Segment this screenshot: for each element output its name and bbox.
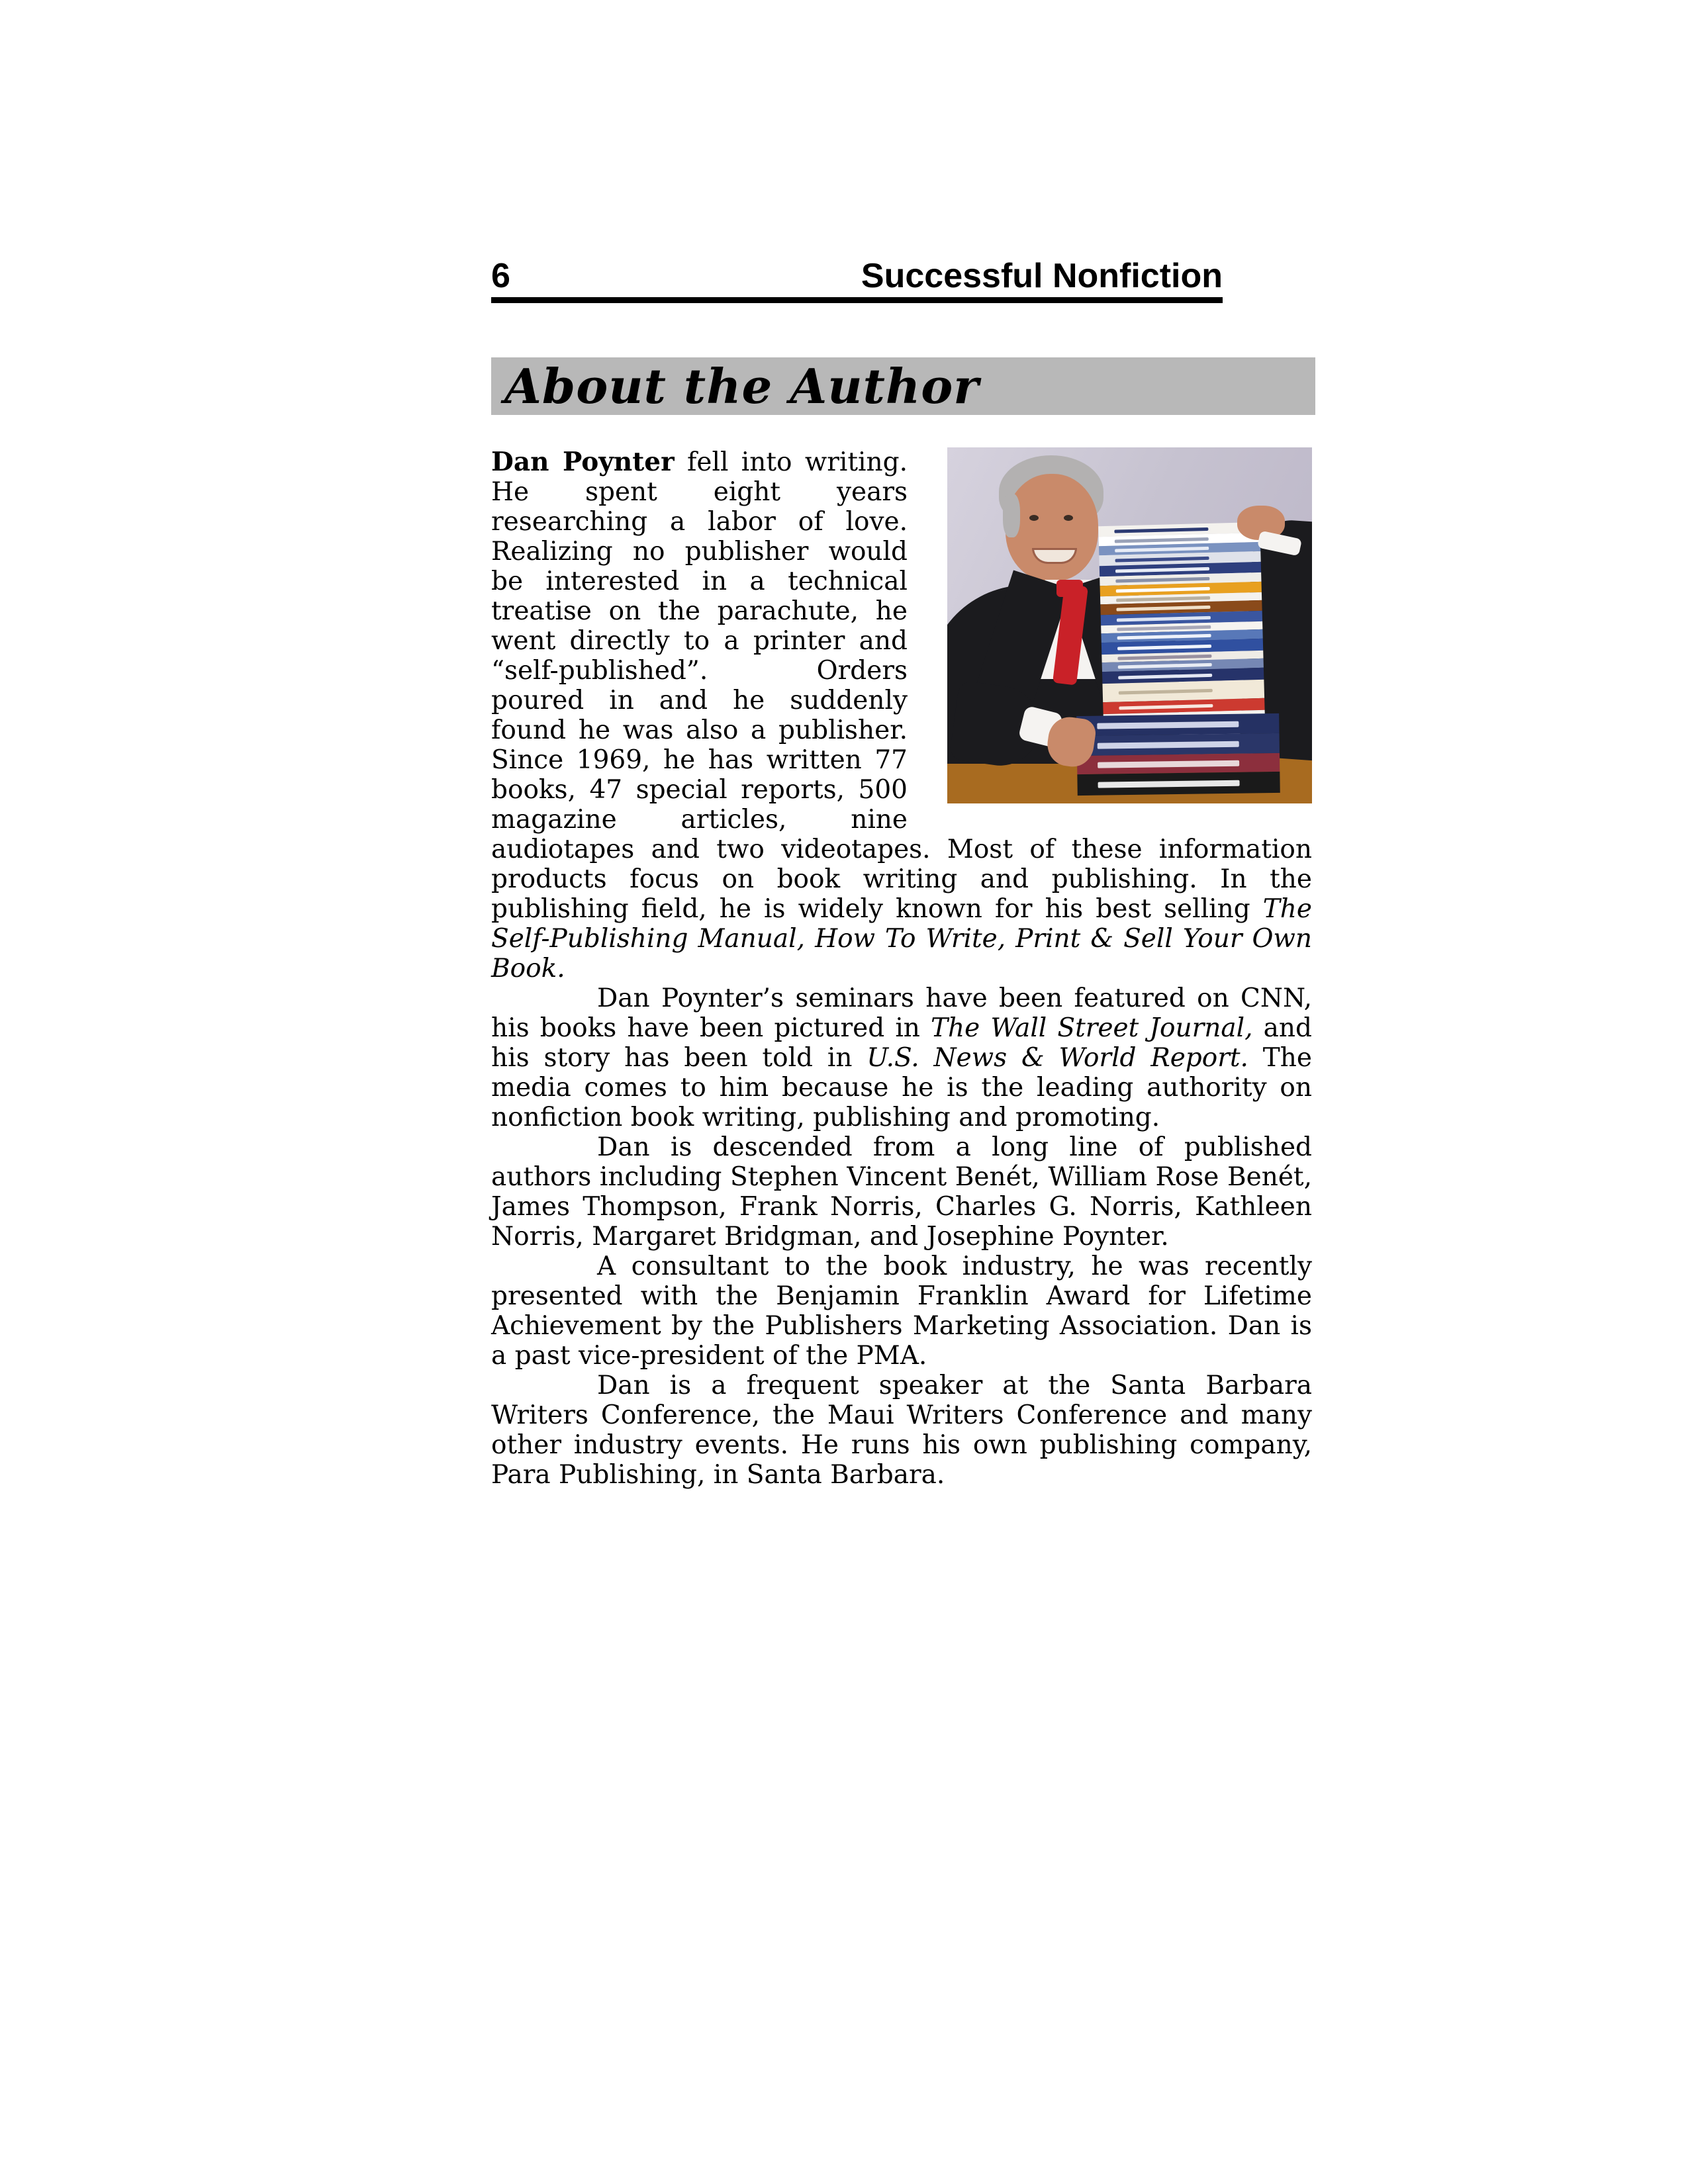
book-title-italic: U.S. News & World Report.: [867, 1043, 1248, 1073]
book-spine-lettering: [1117, 644, 1211, 650]
book-spine: [1076, 713, 1279, 736]
paragraph: [491, 1371, 1312, 1490]
book-spine-lettering: [1116, 576, 1210, 582]
text-run: Dan is descended from a long line of published authors including Stephen Vincent Benét, William Rose Benét, James Thompson, Frank Norris, Charles G. Norris, Kathleen Norris, Margaret Bridgman, and Josephine Poynter.: [491, 1132, 1312, 1251]
photo-left-eye: [1029, 515, 1039, 521]
book-spine-lettering: [1119, 704, 1213, 709]
book-spine-lettering: [1115, 567, 1209, 572]
book-spine-lettering: [1098, 780, 1239, 788]
text-run: and his story has been told in: [491, 1013, 1312, 1073]
upper-book-stack: [1098, 522, 1265, 719]
book-spine-lettering: [1118, 654, 1212, 660]
book-spine-lettering: [1115, 527, 1209, 533]
author-name-bold: Dan Poynter: [491, 447, 675, 477]
book-spine-lettering: [1116, 596, 1210, 602]
text-run: fell into writing. He spent eight years researching a labor of love. Realizing no publisher would be interested in a technical treatise on the parachute, he went directly to a printer and “self-published”. Orders poured in and he suddenly found he was also a publisher. Since 1969, he has written 77 books, 47 special reports, 500 magazine articles, nine audiotapes and two videotapes. Most of these information products focus on book writing and publishing. In the publishing field, he is widely known for his best selling: [491, 447, 1312, 924]
text-run: Dan Poynter’s seminars have been featured on CNN, his books have been pictured in: [491, 983, 1312, 1043]
section-title: About the Author: [504, 358, 980, 414]
paragraph: [491, 1132, 1312, 1251]
book-spine: [1077, 733, 1280, 756]
book-spine-lettering: [1116, 586, 1210, 592]
book-spine-lettering: [1115, 546, 1209, 552]
book-spine-lettering: [1118, 662, 1212, 668]
book-spine-lettering: [1097, 741, 1239, 749]
book-spine-lettering: [1117, 633, 1211, 639]
page-header: [491, 259, 1223, 303]
paragraph: [491, 983, 1312, 1132]
book-spine-lettering: [1119, 688, 1213, 694]
photo-tie-knot: [1056, 580, 1083, 597]
book-title-italic: The Wall Street Journal,: [931, 1013, 1253, 1043]
book-spine-lettering: [1115, 556, 1209, 562]
text-run: The media comes to him because he is the leading authority on nonfiction book writing, publishing and promoting.: [491, 1043, 1312, 1132]
paragraph: [491, 1251, 1312, 1371]
book-spine-lettering: [1115, 537, 1209, 543]
text-run: A consultant to the book industry, he was recently presented with the Benjamin Franklin Award for Lifetime Achievement by the Publishers Marketing Association. Dan is a past vice-president of the PMA.: [491, 1251, 1312, 1371]
book-spine-lettering: [1117, 605, 1211, 611]
book-spine: [1077, 753, 1280, 774]
author-photo: [947, 447, 1312, 803]
book-spine-lettering: [1098, 760, 1239, 768]
book-spine-lettering: [1097, 721, 1239, 729]
book-spine: [1077, 772, 1280, 796]
section-banner: [491, 357, 1315, 415]
text-run: Dan is a frequent speaker at the Santa Barbara Writers Conference, the Maui Writers Conference and many other industry events. He runs his own publishing company, Para Publishing, in Santa Barbara.: [491, 1371, 1312, 1490]
lower-book-stack: [1076, 713, 1280, 799]
photo-hair-side: [1003, 494, 1020, 537]
article-body: [491, 447, 1312, 1490]
book-spine-lettering: [1119, 673, 1213, 679]
running-title: Successful Nonfiction: [861, 257, 1223, 295]
book-title-italic: The Self-Publishing Manual, How To Write, Print & Sell Your Own Book.: [491, 894, 1312, 983]
book-spine-lettering: [1117, 625, 1211, 631]
photo-face: [1006, 474, 1098, 581]
photo-right-eye: [1064, 515, 1073, 521]
page-number: 6: [491, 257, 510, 295]
book-spine-lettering: [1117, 615, 1211, 621]
